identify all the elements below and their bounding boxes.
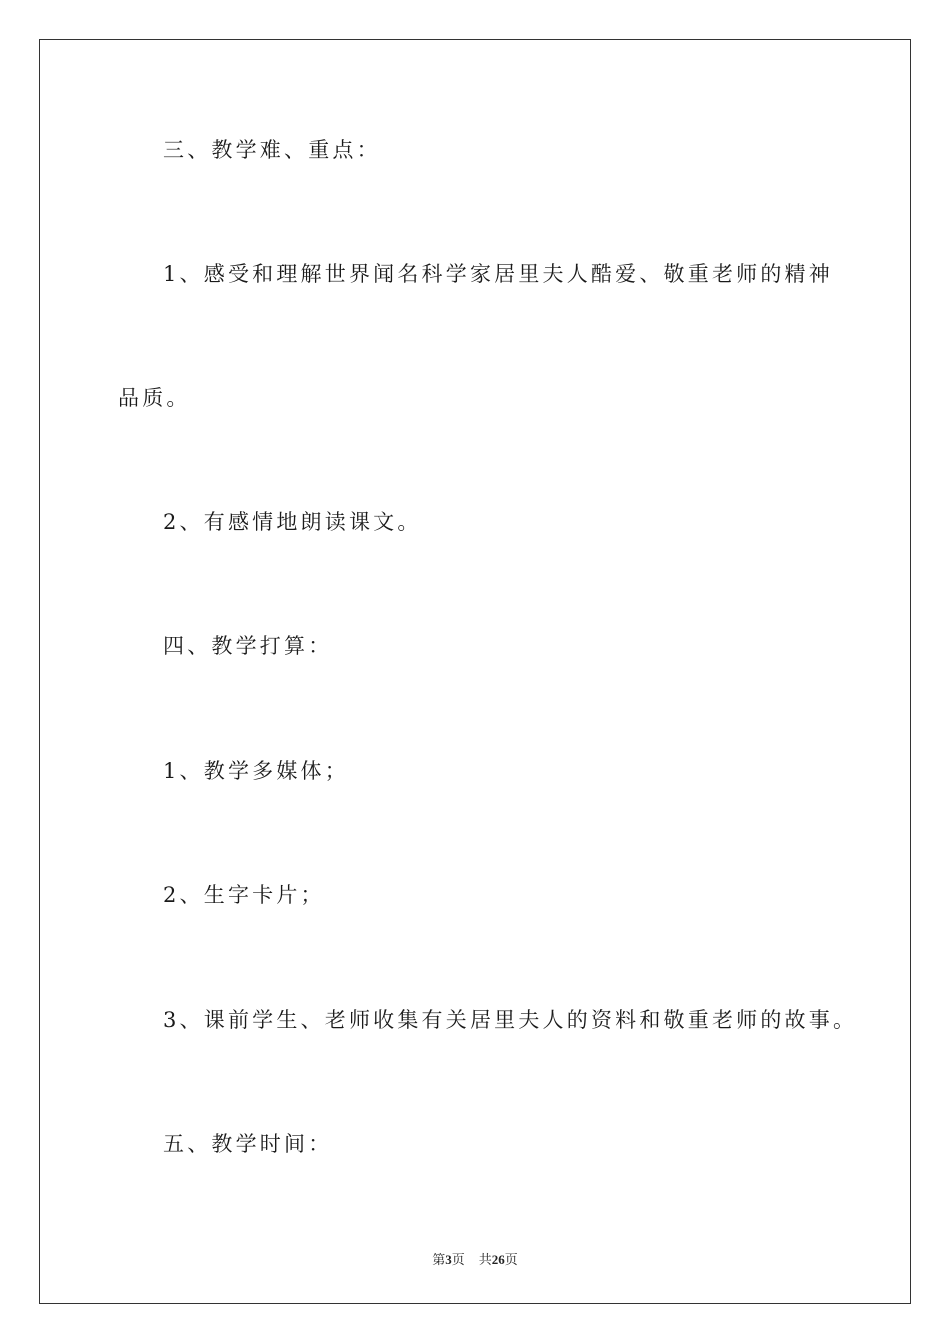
footer-total-prefix: 共 (478, 1252, 492, 1267)
footer-total-suffix: 页 (504, 1252, 518, 1267)
footer-total-pages: 26 (491, 1252, 505, 1267)
list-item-materials: 3、课前学生、老师收集有关居里夫人的资料和敬重老师的故事。 (163, 1008, 858, 1032)
paragraph-item-1: 1、感受和理解世界闻名科学家居里夫人酷爱、敬重老师的精神 (163, 262, 833, 286)
section-heading-difficulties: 三、教学难、重点： (163, 138, 381, 162)
page-border (39, 39, 911, 1304)
footer-page-number: 3 (445, 1252, 452, 1267)
page-footer (0, 1249, 950, 1268)
paragraph-continuation: 品质。 (118, 386, 191, 410)
paragraph-item-2: 2、有感情地朗读课文。 (163, 510, 422, 534)
list-item-flashcards: 2、生字卡片； (163, 883, 325, 907)
section-heading-time: 五、教学时间： (163, 1132, 333, 1156)
footer-page-prefix: 第 (432, 1252, 446, 1267)
list-item-multimedia: 1、教学多媒体； (163, 759, 349, 783)
footer-page-suffix: 页 (451, 1252, 465, 1267)
section-heading-preparation: 四、教学打算： (163, 634, 333, 658)
